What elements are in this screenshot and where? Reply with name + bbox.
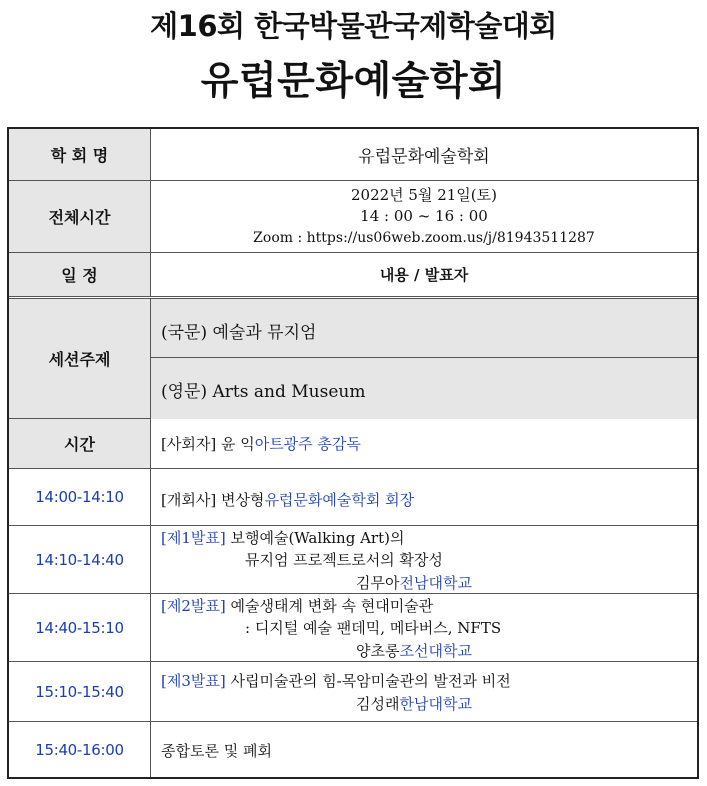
session-korean: (국문) 예술과 뮤지엄 [161, 323, 317, 343]
host-affiliation: 아트광주 총감독 [254, 435, 361, 453]
table-row: 15:10-15:40 [제3발표] 사립미술관의 힘-목암미술관의 발전과 비전 김성래한남대학교 [9, 662, 697, 722]
hours-text: 14 : 00 ~ 16 : 00 [360, 207, 488, 225]
table-row-session [9, 299, 697, 419]
society-label: 학 회 명 [9, 129, 151, 180]
row-time: 14:40-15:10 [9, 594, 151, 661]
row-time: 15:40-16:00 [9, 722, 151, 777]
table-row-host [9, 419, 697, 469]
schedule-label: 일 정 [9, 253, 151, 296]
table-row [9, 722, 697, 777]
host-text: [사회자] 윤 익아트광주 총감독 [161, 435, 361, 453]
table-row: 14:10-14:40 [제1발표] 보행예술(Walking Art)의 뮤지엄 프로젝트로서의 확장성 김무아전남대학교 [9, 526, 697, 594]
session-topics [151, 299, 697, 418]
date-text: 2022년 5월 21일(토) [350, 186, 497, 204]
table-row-schedule-header [9, 253, 697, 299]
row-time: 15:10-15:40 [9, 662, 151, 721]
table-row-society [9, 129, 697, 181]
table-row-time [9, 181, 697, 253]
society-title: 유럽문화예술학회 [200, 59, 507, 104]
session-english: (영문) Arts and Museum [161, 382, 366, 402]
society-value: 유럽문화예술학회 [358, 147, 490, 167]
row-time: 14:10-14:40 [9, 526, 151, 593]
table-row [9, 469, 697, 526]
row-time: 14:00-14:10 [9, 469, 151, 525]
zoom-link[interactable]: Zoom : https://us06web.zoom.us/j/81943511287 [253, 230, 595, 246]
table-row: 14:40-15:10 [제2발표] 예술생태계 변화 속 현대미술관 : 디지털 예술 팬데믹, 메타버스, NFTS 양초롱조선대학교 [9, 594, 697, 662]
time-value [151, 181, 697, 252]
closing-text: 종합토론 및 폐회 [161, 742, 272, 760]
host-label: 시간 [9, 419, 151, 468]
conference-title: 제16회 한국박물관국제학술대회 [150, 9, 557, 43]
session-label: 세션주제 [9, 299, 151, 418]
time-label: 전체시간 [9, 181, 151, 252]
schedule-header: 내용 / 발표자 [379, 266, 469, 284]
opening-text: [개회사] 변상형유럽문화예술학회 회장 [161, 491, 415, 509]
program-table [7, 127, 699, 779]
